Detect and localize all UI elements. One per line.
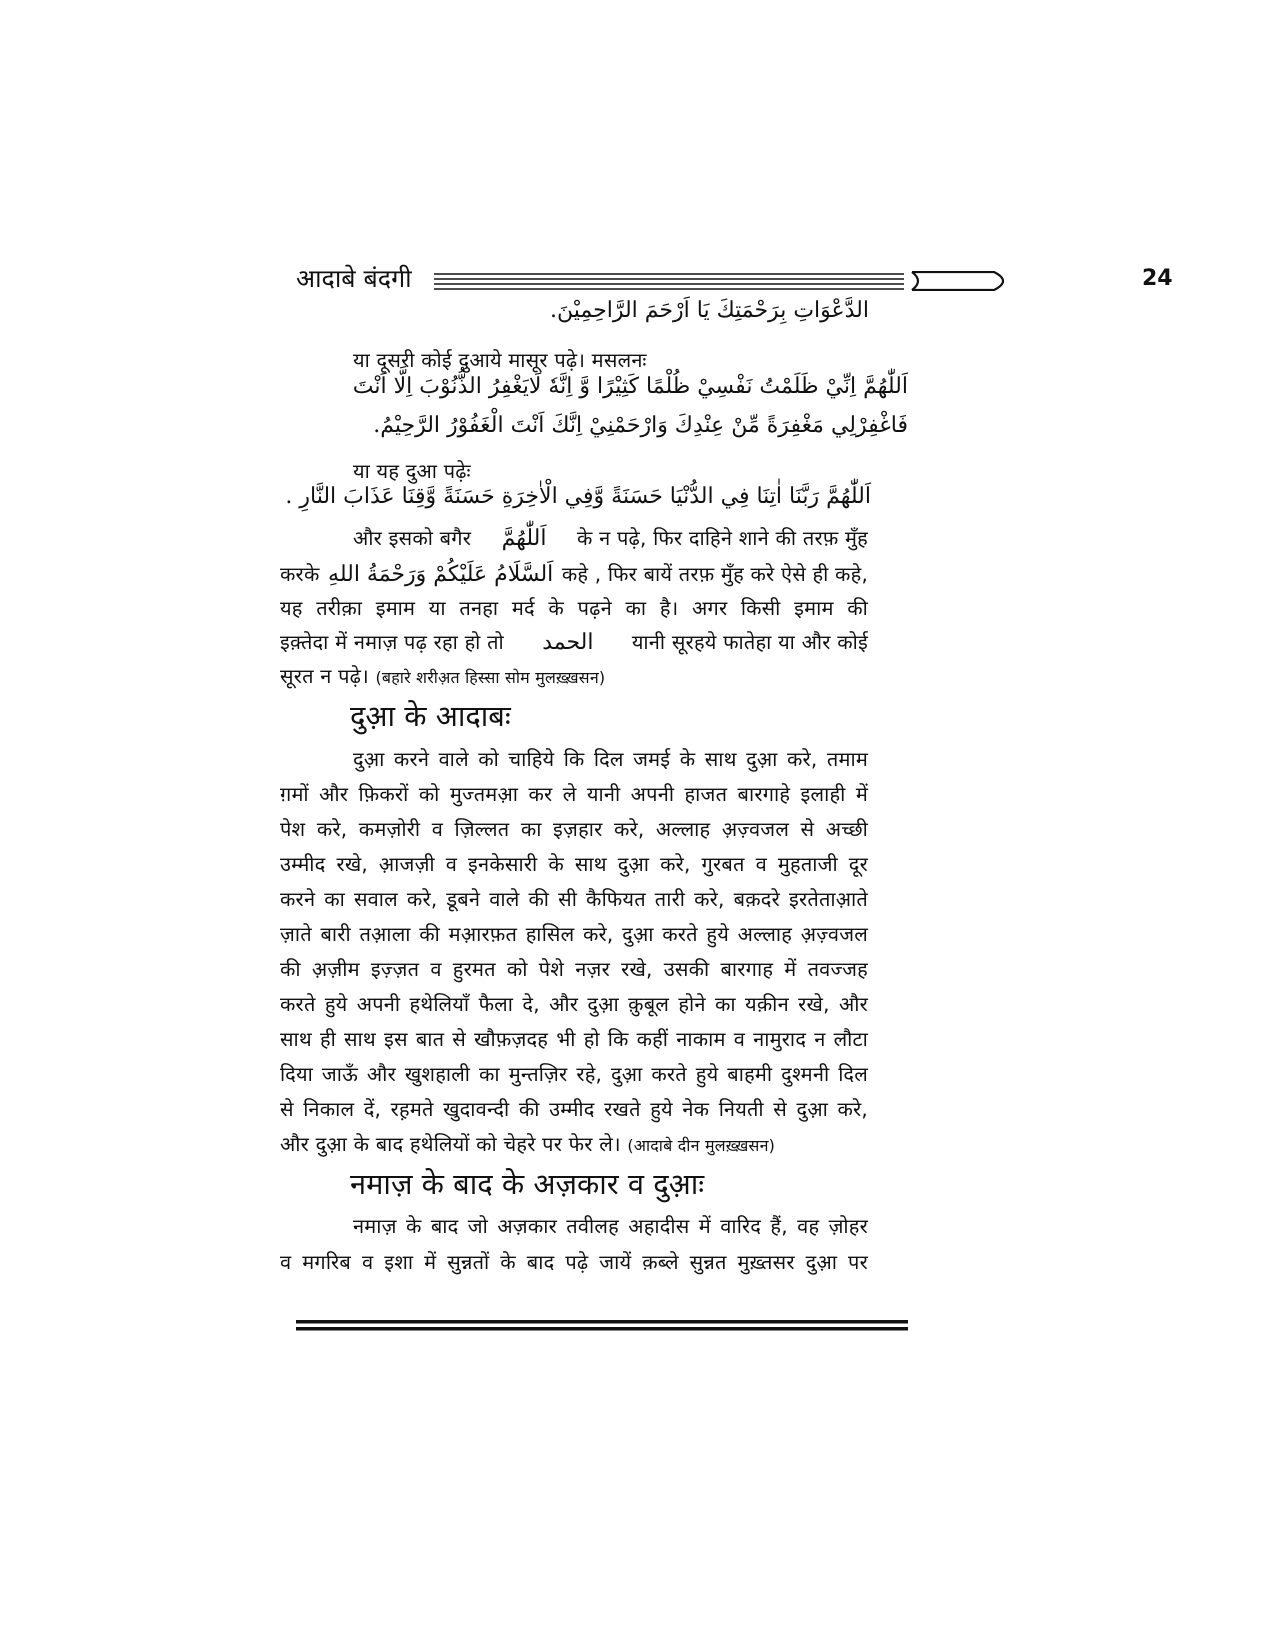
text-segment: इक़्तेदा में नमाज़ पढ़ रहा हो तो <box>280 630 504 654</box>
text-line: या दूसरी कोई दुआये मासूर पढ़े। मसलनः <box>353 348 647 372</box>
section-heading: दुआ़ के आदाबः <box>350 699 511 733</box>
arabic-line: اَللّٰهُمَّ رَبَّنَا اٰتِنَا فِي الدُّنْيَا حَسَنَةً وَّفِي الْاٰخِرَةِ حَسَنَةً وَّقِنَا عَذَابَ النَّارِ . <box>285 484 871 509</box>
paragraph-line: साथ ही साथ इस बात से खौफ़ज़दह भी हो कि कहीं नाकाम व नामुराद न लौटा <box>280 1027 868 1051</box>
footer-rule-icon <box>296 1320 908 1332</box>
text-line <box>280 560 868 587</box>
text-segment: करके <box>280 562 320 586</box>
paragraph-line: ग़मों और फ़िकरों को मुज्तमआ़ कर ले यानी अपनी हाजत बारगाहे इलाही में <box>280 782 868 806</box>
page-number: 24 <box>1142 266 1173 291</box>
paragraph-line: की अ़ज़ीम इज़्ज़त व हुरमत को पेशे नज़र रखे, उसकी बारगाह में तवज्जह <box>280 957 868 981</box>
paragraph-line: दिया जाऊँ और खुशहाली का मुन्तज़िर रहे, दुआ़ करते हुये बाहमी दुश्मनी दिल <box>280 1062 868 1086</box>
paragraph-line: करने का सवाल करे, डूबने वाले की सी कैफियत तारी करे, बक़दरे इरतेताआ़ते <box>280 887 868 911</box>
text-line <box>353 524 868 551</box>
arabic-line: فَاغْفِرْلِي مَغْفِرَةً مِّنْ عِنْدِكَ وَارْحَمْنِيْ اِنَّكَ اَنْتَ الْغَفُوْرُ الرَّحِيْمُ. <box>373 413 908 438</box>
paragraph-line <box>280 1130 775 1157</box>
paragraph-line: व मगरिब व इशा में सुन्नतों के बाद पढ़े जायें क़ब्ले सुन्नत मुख़्तसर दुआ़ पर <box>280 1250 868 1274</box>
arabic-line: اَللّٰهُمَّ اِنِّيْ ظَلَمْتُ نَفْسِيْ ظُلْمًا كَثِيْرًا وَّ اِنَّهٗ لَايَغْفِرُ الذُّنُوْبَ اِلَّا اَنْتَ <box>352 374 908 399</box>
text-segment: और दुआ़ के बाद हथेलियों को चेहरे पर फेर ले। <box>280 1132 621 1156</box>
paragraph-line: दुआ़ करने वाले को चाहिये कि दिल जमई के साथ दुआ़ करे, तमाम <box>353 747 868 771</box>
paragraph-line: करते हुये अपनी हथेलियाँ फैला दे, और दुआ़ क़ुबूल होने का यक़ीन रखे, और <box>280 992 868 1016</box>
text-segment: के न पढ़े, फिर दाहिने शाने की तरफ़ मुँह <box>577 526 868 550</box>
text-line <box>280 628 868 655</box>
arabic-word: اَللّٰهُمَّ <box>501 526 547 551</box>
paragraph-line: पेश करे, कमज़ोरी व ज़िल्लत का इज़हार करे, अल्लाह अ़ज़्वजल से अच्छी <box>280 817 868 841</box>
paragraph-line: नमाज़ के बाद जो अज़कार तवीलह अहादीस में वारिद हैं, वह ज़ोहर <box>353 1214 868 1238</box>
arabic-word: الحمد <box>542 630 594 655</box>
book-title: आदाबे बंदगी <box>296 264 412 293</box>
text-segment: सूरत न पढ़े। <box>280 664 369 688</box>
text-line <box>280 662 605 689</box>
citation: (आदाबे दीन मुलख़्ख़सन) <box>627 1136 776 1155</box>
text-line: यह तरीक़ा इमाम या तनहा मर्द के पढ़ने का है। अगर किसी इमाम की <box>280 596 868 620</box>
paragraph-line: से निकाल दें, रह़मते खुदावन्दी की उम्मीद रखते हुये नेक नियती से दुआ़ करे, <box>280 1097 868 1121</box>
text-segment: यानी सूरहये फातेहा या और कोई <box>631 630 868 654</box>
arabic-line: الدَّعْوَاتِ بِرَحْمَتِكَ يَا اَرْحَمَ الرَّاحِمِيْنَ. <box>550 298 869 323</box>
header-rule-icon <box>434 271 1114 291</box>
citation: (बहारे शरीअ़त हिस्सा सोम मुलख़्ख़सन) <box>375 668 606 687</box>
text-line: या यह दुआ पढ़ेः <box>353 459 471 483</box>
paragraph-line: ज़ाते बारी तआ़ला की मआ़रफ़त हासिल करे, दुआ़ करते हुये अल्लाह अ़ज़्वजल <box>280 922 868 946</box>
text-segment: और इसको बगैर <box>353 526 472 550</box>
paragraph-line: उम्मीद रखे, आ़जज़ी व इनकेसारी के साथ दुआ़ करे, गुरबत व मुहताजी दूर <box>280 852 868 876</box>
text-segment: कहे , फिर बायें तरफ़ मुँह करे ऐसे ही कहे, <box>561 562 868 586</box>
section-heading: नमाज़ के बाद के अज़कार व दुआ़ः <box>350 1167 705 1201</box>
arabic-salam: اَلسَّلَامُ عَلَيْكُمْ وَرَحْمَةُ اللهِ <box>328 562 554 587</box>
